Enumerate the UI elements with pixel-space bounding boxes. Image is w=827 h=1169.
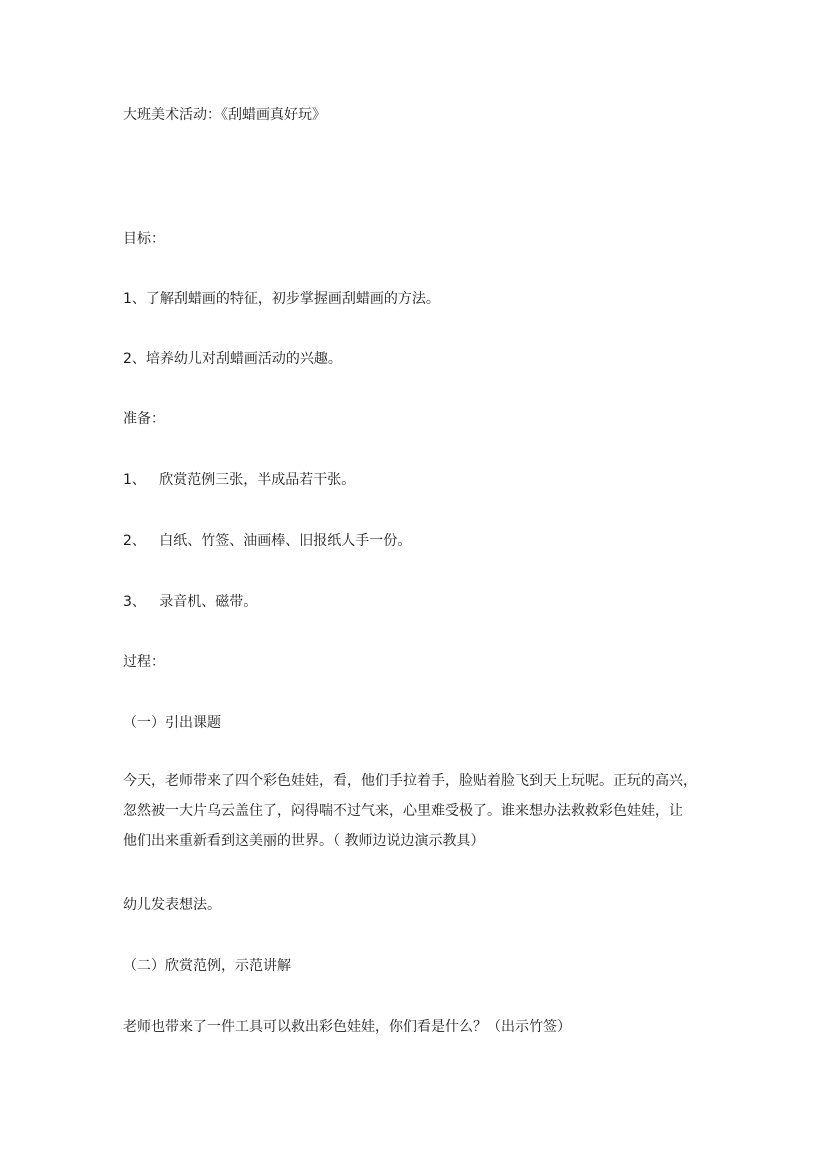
document-title: 大班美术活动：《刮蜡画真好玩》: [123, 107, 326, 123]
prep-item-number: 1: [123, 472, 132, 488]
prep-heading: 准备：: [123, 411, 165, 427]
section-2-paragraph: 老师也带来了一件工具可以救出彩色娃娃，你们看是什么？（出示竹签）: [123, 1019, 571, 1035]
goal-item-text: 、培养幼儿对刮蜡画活动的兴趣。: [131, 351, 342, 367]
paragraph-line: 忽然被一大片乌云盖住了，闷得喘不过气来，心里难受极了。谁来想办法救救彩色娃娃，让: [123, 803, 683, 819]
prep-item-2: [123, 531, 411, 551]
paragraph-line: 他们出来重新看到这美丽的世界。（ 教师边说边演示教具）: [123, 833, 485, 849]
prep-item-number: 2: [123, 533, 132, 549]
process-heading: 过程：: [123, 654, 165, 670]
prep-item-3: [123, 592, 257, 612]
goals-heading: 目标：: [123, 231, 165, 247]
goal-item-1: [123, 289, 440, 309]
section-1-heading: （一）引出课题: [123, 715, 221, 731]
section-2-heading: （二）欣赏范例，示范讲解: [123, 958, 291, 974]
goal-item-2: [123, 349, 342, 369]
section-1-note: 幼儿发表想法。: [123, 897, 221, 913]
prep-item-number: 3: [123, 594, 132, 610]
goal-item-number: 1: [123, 291, 132, 307]
section-1-paragraph: [123, 766, 723, 856]
prep-item-text: 、 白纸、竹签、油画棒、旧报纸人手一份。: [131, 533, 412, 549]
paragraph-line: 今天，老师带来了四个彩色娃娃，看，他们手拉着手，脸贴着脸飞到天上玩呢。正玩的高兴，: [123, 773, 697, 789]
goal-item-number: 2: [123, 351, 132, 367]
prep-item-text: 、 录音机、磁带。: [131, 594, 258, 610]
goal-item-text: 、了解刮蜡画的特征，初步掌握画刮蜡画的方法。: [131, 291, 440, 307]
prep-item-1: [123, 470, 355, 490]
prep-item-text: 、 欣赏范例三张，半成品若干张。: [131, 472, 356, 488]
